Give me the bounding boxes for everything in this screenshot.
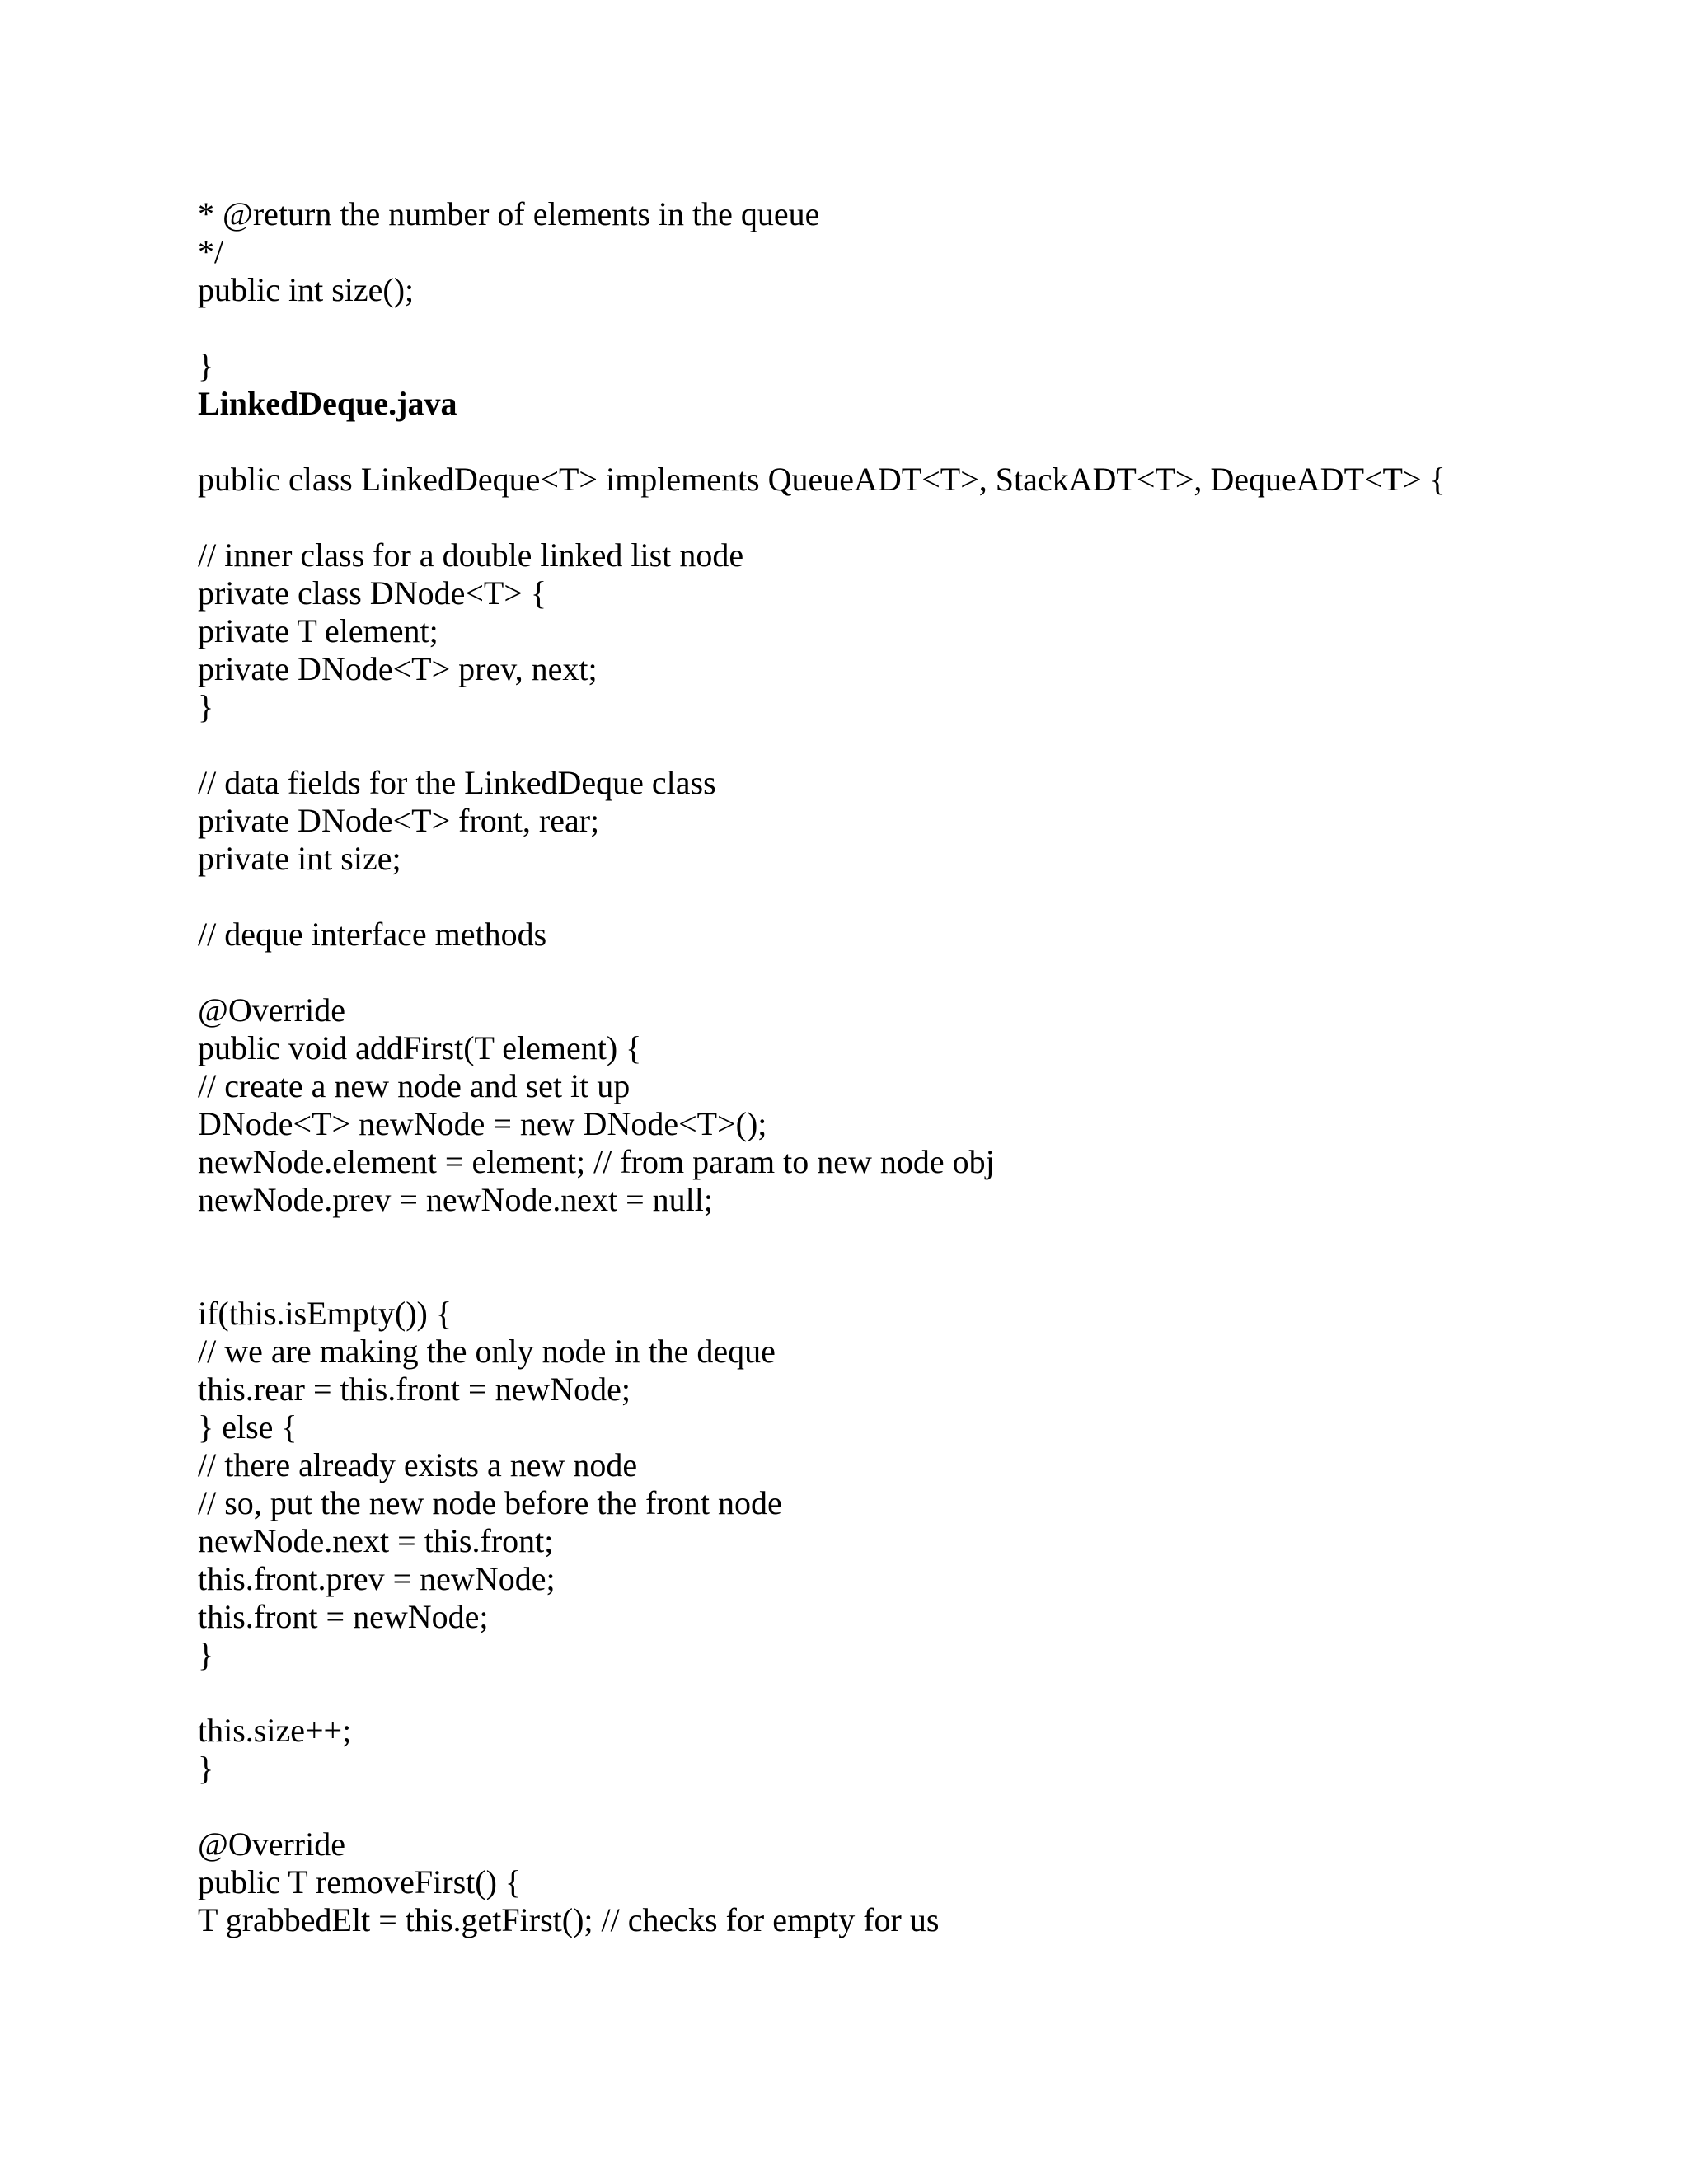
code-line-data-fields-comment: // data fields for the LinkedDeque class bbox=[198, 764, 716, 801]
code-line-else: } else { bbox=[198, 1408, 298, 1446]
code-line-removefirst-signature: public T removeFirst() { bbox=[198, 1863, 522, 1900]
code-line-return-doc: * @return the number of elements in the queue bbox=[198, 195, 820, 232]
code-line-set-rear-front: this.rear = this.front = newNode; bbox=[198, 1371, 631, 1408]
code-line-front-rear-fields: private DNode<T> front, rear; bbox=[198, 802, 600, 839]
code-line-set-links-null: newNode.prev = newNode.next = null; bbox=[198, 1181, 713, 1218]
code-line-size-increment: this.size++; bbox=[198, 1712, 352, 1749]
code-line-set-front-prev: this.front.prev = newNode; bbox=[198, 1560, 556, 1597]
code-line-element-field: private T element; bbox=[198, 612, 438, 649]
code-line-size-signature: public int size(); bbox=[198, 271, 415, 308]
code-line-override-annotation-2: @Override bbox=[198, 1825, 345, 1863]
code-line-set-next: newNode.next = this.front; bbox=[198, 1522, 554, 1559]
code-line-prev-next-fields: private DNode<T> prev, next; bbox=[198, 650, 598, 687]
code-line-only-node-comment: // we are making the only node in the deque bbox=[198, 1333, 776, 1370]
code-line-grabbed-element: T grabbedElt = this.getFirst(); // checks for empty for us bbox=[198, 1901, 940, 1938]
code-line-method-close: } bbox=[198, 1750, 214, 1787]
code-line-set-front: this.front = newNode; bbox=[198, 1598, 489, 1635]
code-line-dnode-close: } bbox=[198, 688, 214, 725]
code-line-set-element: newNode.element = element; // from param to new node obj bbox=[198, 1143, 995, 1180]
code-line-comment-close: */ bbox=[198, 233, 224, 270]
code-line-if-close: } bbox=[198, 1636, 214, 1673]
file-heading: LinkedDeque.java bbox=[198, 385, 457, 422]
code-line-interface-close: } bbox=[198, 347, 214, 384]
code-line-new-node: DNode<T> newNode = new DNode<T>(); bbox=[198, 1105, 767, 1142]
code-line-exists-comment: // there already exists a new node bbox=[198, 1446, 638, 1483]
code-line-class-declaration: public class LinkedDeque<T> implements QueueADT<T>, StackADT<T>, DequeADT<T> { bbox=[198, 461, 1446, 498]
code-line-dnode-declaration: private class DNode<T> { bbox=[198, 574, 547, 612]
code-line-override-annotation: @Override bbox=[198, 991, 345, 1029]
code-line-deque-methods-comment: // deque interface methods bbox=[198, 916, 547, 953]
code-line-size-field: private int size; bbox=[198, 840, 401, 877]
code-line-before-front-comment: // so, put the new node before the front node bbox=[198, 1484, 782, 1521]
code-line-addfirst-signature: public void addFirst(T element) { bbox=[198, 1029, 642, 1066]
code-line-create-node-comment: // create a new node and set it up bbox=[198, 1067, 631, 1104]
code-line-inner-class-comment: // inner class for a double linked list node bbox=[198, 537, 744, 574]
code-line-if-empty: if(this.isEmpty()) { bbox=[198, 1295, 452, 1332]
